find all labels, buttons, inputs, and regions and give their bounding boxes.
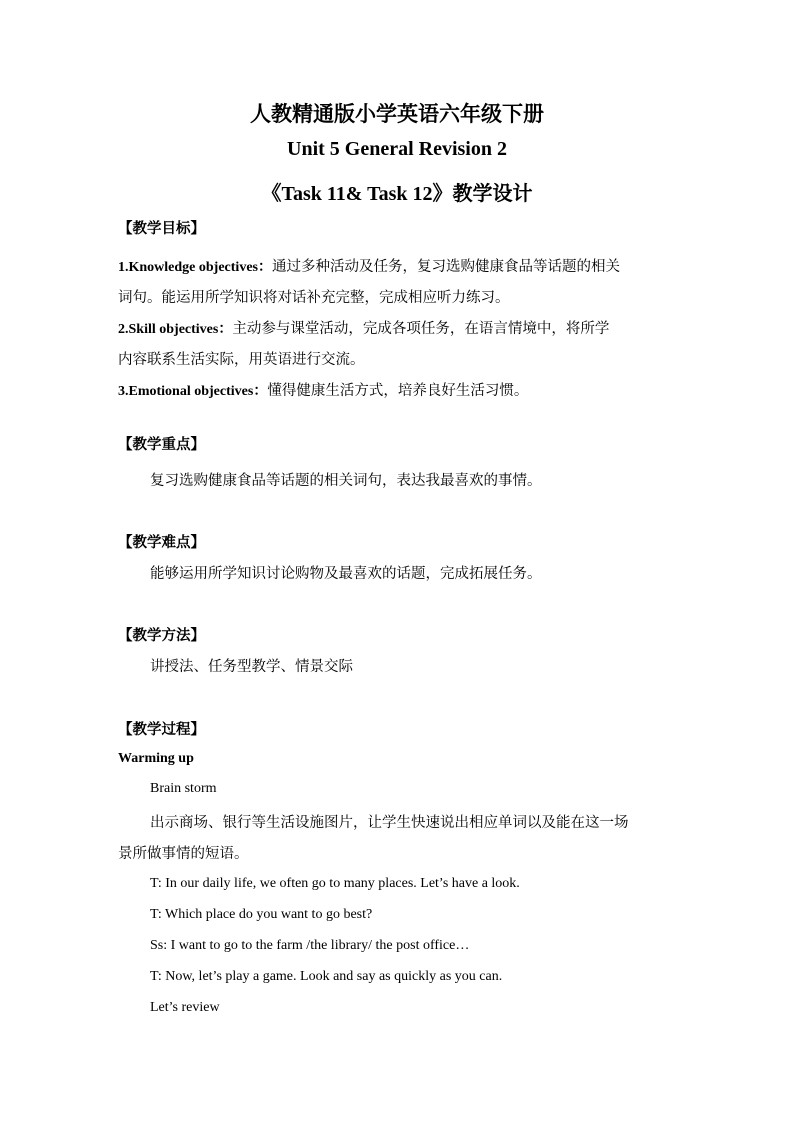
dialogue-line: T: Now, let’s play a game. Look and say as quickly as you can.	[150, 969, 503, 984]
process-description-line-1: 出示商场、银行等生活设施图片，让学生快速说出相应单词以及能在这一场	[150, 815, 629, 831]
key-points-heading: 【教学重点】	[118, 437, 205, 453]
methods-heading: 【教学方法】	[118, 628, 205, 644]
objective-2-label: 2.Skill objectives：	[118, 322, 233, 337]
process-heading: 【教学过程】	[118, 722, 205, 738]
objective-3-label: 3.Emotional objectives：	[118, 384, 268, 399]
brain-storm-label: Brain storm	[150, 781, 217, 796]
objective-2-line-1	[118, 317, 609, 338]
objective-1-line-2: 词句。能运用所学知识将对话补充完整，完成相应听力练习。	[118, 290, 510, 306]
objective-3-line	[118, 379, 528, 400]
lets-review-label: Let’s review	[150, 1000, 220, 1015]
objective-3-text: 懂得健康生活方式，培养良好生活习惯。	[267, 383, 529, 399]
document-title: 人教精通版小学英语六年级下册	[250, 102, 544, 126]
dialogue-line: T: In our daily life, we often go to many places. Let’s have a look.	[150, 876, 520, 891]
objective-1-text: 通过多种活动及任务，复习选购健康食品等话题的相关	[271, 259, 620, 275]
process-description-line-2: 景所做事情的短语。	[118, 846, 249, 862]
methods-text: 讲授法、任务型教学、情景交际	[150, 659, 353, 675]
difficulties-heading: 【教学难点】	[118, 535, 205, 551]
dialogue-line: T: Which place do you want to go best?	[150, 907, 373, 922]
unit-title: Unit 5 General Revision 2	[287, 138, 507, 160]
objective-2-line-2: 内容联系生活实际，用英语进行交流。	[118, 352, 365, 368]
key-points-text: 复习选购健康食品等话题的相关词句，表达我最喜欢的事情。	[150, 473, 542, 489]
dialogue-line: Ss: I want to go to the farm /the library/ the post office…	[150, 938, 470, 953]
objective-1-line-1	[118, 255, 620, 276]
lesson-title: 《Task 11& Task 12》教学设计	[261, 183, 533, 205]
objective-1-label: 1.Knowledge objectives：	[118, 260, 272, 275]
objective-2-text: 主动参与课堂活动，完成各项任务，在语言情境中，将所学	[232, 321, 610, 337]
difficulties-text: 能够运用所学知识讨论购物及最喜欢的话题，完成拓展任务。	[150, 566, 542, 582]
objectives-heading: 【教学目标】	[118, 221, 205, 237]
warming-up-label: Warming up	[118, 751, 194, 766]
